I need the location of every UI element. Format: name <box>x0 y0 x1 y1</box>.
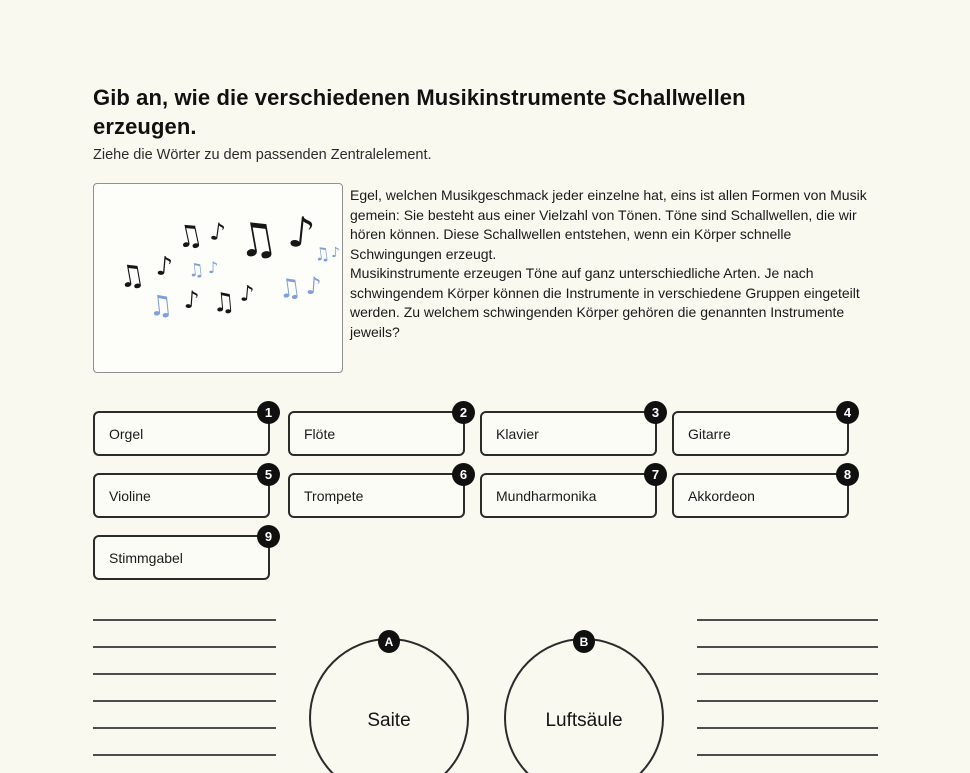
answer-line <box>697 727 878 729</box>
answer-line <box>93 673 276 675</box>
intro-text <box>350 186 884 342</box>
card-label: Orgel <box>109 425 144 442</box>
card-label: Klavier <box>496 425 539 442</box>
card-number-badge: 8 <box>836 463 859 486</box>
card-number-badge: 3 <box>644 401 667 424</box>
music-note-icon: ♪ <box>331 245 340 261</box>
card-number-badge: 7 <box>644 463 667 486</box>
card-number-badge: 2 <box>452 401 475 424</box>
music-note-icon: ♫ <box>210 287 237 319</box>
answer-lines-left <box>93 619 276 773</box>
zone-letter-badge: A <box>378 630 400 653</box>
music-note-icon: ♫ <box>146 287 175 324</box>
music-note-icon: ♪ <box>305 271 323 301</box>
answer-line <box>93 619 276 621</box>
answer-line <box>93 754 276 756</box>
word-card-violine[interactable] <box>93 467 273 518</box>
answer-line <box>697 646 878 648</box>
card-label: Trompete <box>304 487 364 504</box>
answer-lines-right <box>697 619 878 773</box>
answer-line <box>697 619 878 621</box>
answer-line <box>93 700 276 702</box>
card-number-badge: 4 <box>836 401 859 424</box>
card-number-badge: 9 <box>257 525 280 548</box>
drop-zone-saite[interactable] <box>309 634 469 773</box>
card-label: Akkordeon <box>688 487 755 504</box>
music-note-icon: ♪ <box>154 251 174 283</box>
music-note-icon: ♪ <box>285 206 318 259</box>
music-notes-image <box>93 183 343 373</box>
music-note-icon: ♫ <box>312 242 332 267</box>
card-number-badge: 5 <box>257 463 280 486</box>
exercise-title: Gib an, wie die verschiedenen Musikinstrumente Schallwellen erzeugen. <box>93 85 746 140</box>
music-note-icon: ♫ <box>276 272 304 306</box>
zone-label: Luftsäule <box>545 710 623 731</box>
music-note-icon: ♫ <box>172 216 207 257</box>
word-card-trompete[interactable] <box>288 467 468 518</box>
zone-letter-badge: B <box>573 630 595 653</box>
card-label: Flöte <box>304 425 336 442</box>
drop-zone-luftsaeule[interactable] <box>504 634 664 773</box>
word-card-gitarre[interactable] <box>672 405 852 456</box>
music-note-icon: ♫ <box>231 208 282 270</box>
word-card-mundharmonika[interactable] <box>480 467 660 518</box>
intro-paragraph: Musikinstrumente erzeugen Töne auf ganz unterschiedliche Arten. Je nach schwingendem Körper können die Instrumente in verschiedene Gruppen eingeteilt werden. Zu welchem schwingenden Körper gehören die genannten Instrumente jeweils? <box>350 265 860 340</box>
word-card-floete[interactable] <box>288 405 468 456</box>
music-note-icon: ♫ <box>115 256 148 297</box>
card-label: Violine <box>109 487 151 504</box>
answer-line <box>93 646 276 648</box>
music-note-icon: ♪ <box>183 285 201 315</box>
exercise-instruction: Ziehe die Wörter zu dem passenden Zentralelement. <box>93 147 432 163</box>
answer-line <box>93 727 276 729</box>
word-card-stimmgabel[interactable] <box>93 529 273 580</box>
intro-paragraph: Egel, welchen Musikgeschmack jeder einzelne hat, eins ist allen Formen von Musik gemein: Sie besteht aus einer Vielzahl von Tönen. Töne sind Schallwellen, die wir hören können. Diese Schallwellen entstehen, wenn ein Körper schnelle Schwingungen erzeugt. <box>350 187 867 262</box>
word-card-orgel[interactable] <box>93 405 273 456</box>
card-label: Gitarre <box>688 425 731 442</box>
answer-line <box>697 754 878 756</box>
card-number-badge: 1 <box>257 401 280 424</box>
music-note-icon: ♪ <box>208 217 228 247</box>
word-card-akkordeon[interactable] <box>672 467 852 518</box>
answer-line <box>697 700 878 702</box>
zone-label: Saite <box>367 710 411 731</box>
music-note-icon: ♪ <box>238 281 256 308</box>
music-note-icon: ♫ <box>186 259 206 282</box>
word-card-klavier[interactable] <box>480 405 660 456</box>
answer-line <box>697 673 878 675</box>
card-label: Mundharmonika <box>496 487 597 504</box>
card-number-badge: 6 <box>452 463 475 486</box>
music-note-icon: ♪ <box>208 258 219 277</box>
card-label: Stimmgabel <box>109 549 183 566</box>
